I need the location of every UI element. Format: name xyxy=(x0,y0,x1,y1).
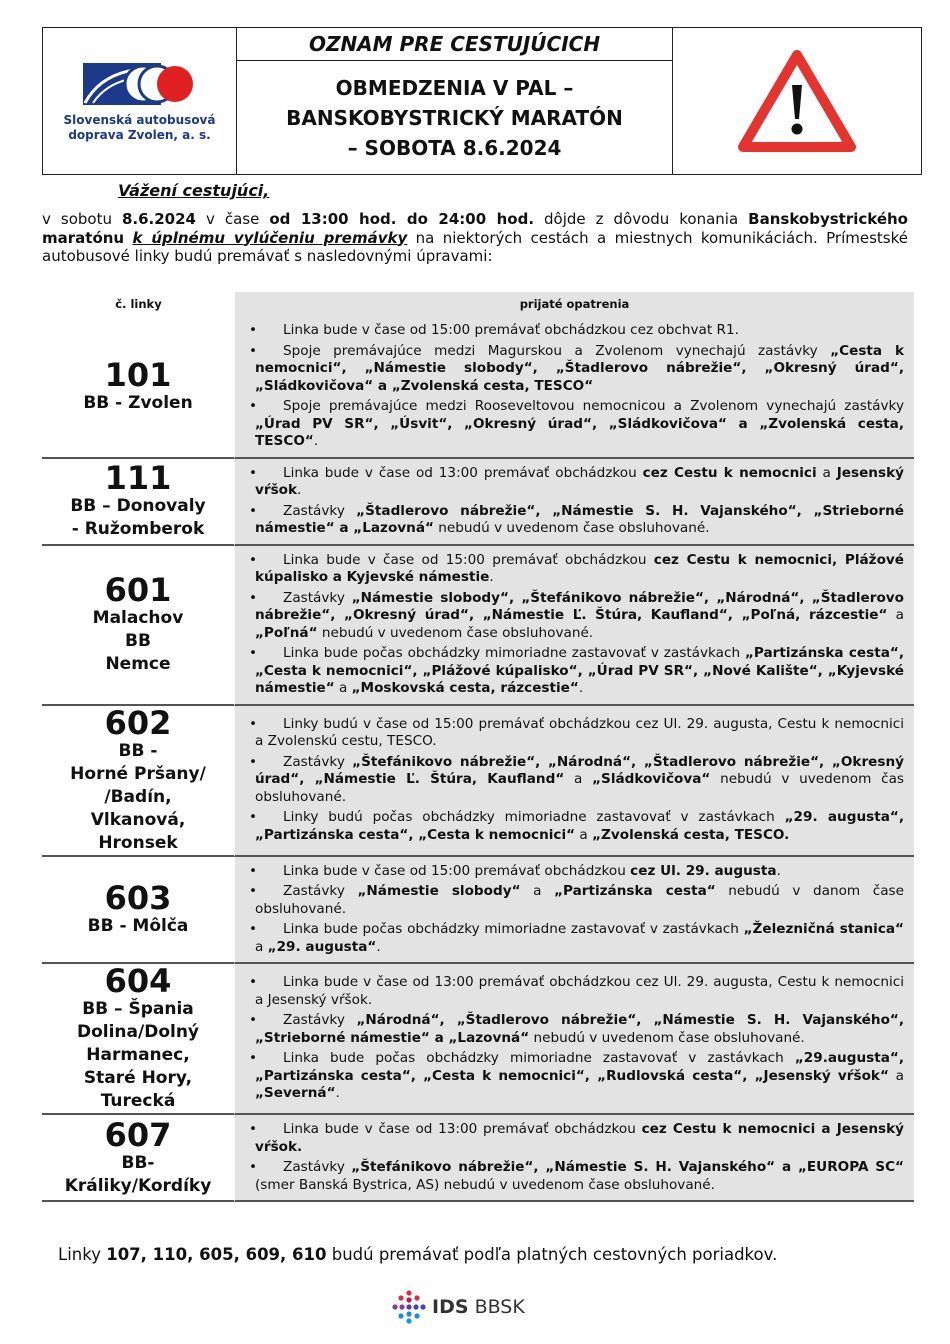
line-cell xyxy=(42,1115,235,1202)
line-route: /Badín, xyxy=(104,786,172,807)
measure-item: • Zastávky „Námestie slobody“, „Štefánikovo nábrežie“, „Národná“, „Štadlerovo nábrežie“, „Okresný úrad“, „Námestie Ľ. Štúra, Kaufland“, „Poľná, rázcestie“ a „Poľná“ nebudú v uvedenom čase obsluhované. xyxy=(255,590,904,643)
line-route: Vlkanová, xyxy=(90,809,186,830)
measures-cell xyxy=(235,1115,914,1202)
measures-list xyxy=(241,863,904,957)
measures-cell xyxy=(235,459,914,546)
company-name: Slovenská autobusová doprava Zvolen, a. s. xyxy=(63,113,216,142)
ids-bbsk-logo xyxy=(392,1290,525,1324)
measures-table xyxy=(42,292,914,1202)
table-row xyxy=(42,316,914,459)
measure-item: • Linka bude v čase od 13:00 premávať obchádzkou cez Cestu k nemocnici a Jesenský vŕšok. xyxy=(255,465,904,500)
measure-item: • Linky budú v čase od 15:00 premávať obchádzkou cez Ul. 29. augusta, Cestu k nemocnici a Zvolenskú cestu, TESCO. xyxy=(255,716,904,751)
line-number: 111 xyxy=(104,459,172,497)
measures-list xyxy=(241,1121,904,1194)
line-route: BB - xyxy=(118,740,158,761)
company-logo-cell xyxy=(43,28,237,174)
table-row xyxy=(42,459,914,546)
measure-item: • Linka bude počas obchádzky mimoriadne zastavovať v zastávkach „29.augusta“, „Partizánska cesta“, „Cesta k nemocnici“, „Rudlovská cesta“, „Jesenský vŕšok“ a „Severná“. xyxy=(255,1050,904,1103)
measure-item: • Linky budú počas obchádzky mimoriadne zastavovať v zastávkach „29. augusta“, „Partizánska cesta“, „Cesta k nemocnici“ a „Zvolenská cesta, TESCO. xyxy=(255,809,904,844)
measure-item: • Linka bude v čase od 15:00 premávať obchádzkou cez Ul. 29. augusta. xyxy=(255,863,904,881)
line-cell xyxy=(42,703,235,857)
line-cell xyxy=(42,964,235,1115)
line-route: Horné Pršany/ xyxy=(70,763,206,784)
greeting: Vážení cestujúci, xyxy=(118,181,270,200)
measures-list xyxy=(241,974,904,1103)
line-cell xyxy=(42,459,235,546)
warning-triangle-icon xyxy=(738,49,856,153)
line-route: BB - Môlča xyxy=(87,915,189,936)
notice-label: OZNAM PRE CESTUJÚCICH xyxy=(237,28,672,61)
table-row xyxy=(42,706,914,857)
intro-paragraph: v sobotu 8.6.2024 v čase od 13:00 hod. do 24:00 hod. dôjde z dôvodu konania Banskobystrického maratónu k úplnému vylúčeniu premávky na niektorých cestách a miestnych komunikáciách. Prímestské autobusové linky budú premávať s nasledovnými úpravami: xyxy=(42,210,908,265)
measure-item: • Zastávky „Štefánikovo nábrežie“, „Námestie S. H. Vajanského“ a „EUROPA SC“ (smer Banská Bystrica, AS) nebudú v uvedenom čase obsluhované. xyxy=(255,1159,904,1194)
line-number: 604 xyxy=(104,962,172,1000)
measures-list xyxy=(241,552,904,698)
line-route: Staré Hory, xyxy=(83,1068,193,1088)
ids-bbsk-text: IDS BBSK xyxy=(432,1296,525,1318)
line-cell xyxy=(42,546,235,706)
line-route: BB xyxy=(125,631,151,651)
measure-item: • Linka bude v čase od 15:00 premávať obchádzkou cez Cestu k nemocnici, Plážové kúpalisko a Kyjevské námestie. xyxy=(255,552,904,587)
warning-cell xyxy=(673,28,921,174)
line-route: Turecká xyxy=(100,1091,176,1111)
measures-list xyxy=(241,716,904,845)
table-row xyxy=(42,964,914,1115)
footer-note: Linky 107, 110, 605, 609, 610 budú premávať podľa platných cestovných poriadkov. xyxy=(58,1245,778,1264)
line-number: 607 xyxy=(104,1115,172,1154)
line-cell xyxy=(42,857,235,965)
measures-cell xyxy=(235,964,914,1115)
line-route: BB- xyxy=(121,1152,155,1173)
line-number: 602 xyxy=(104,703,172,742)
line-cell xyxy=(42,316,235,459)
table-row xyxy=(42,546,914,706)
line-route: Harmanec, xyxy=(86,1045,190,1065)
notice-header xyxy=(42,27,922,175)
line-route: BB – Špania xyxy=(82,999,194,1019)
line-route: Malachov xyxy=(92,608,184,628)
column-header-line: č. linky xyxy=(42,292,235,316)
line-number: 603 xyxy=(104,878,172,917)
ids-dots-icon xyxy=(392,1290,426,1324)
line-route: BB – Donovaly xyxy=(70,496,206,516)
measures-cell xyxy=(235,706,914,857)
measures-cell xyxy=(235,316,914,459)
sad-zvolen-logo-icon xyxy=(81,59,199,109)
measure-item: • Spoje premávajúce medzi Rooseveltovou nemocnicou a Zvolenom vynechajú zastávky „Úrad PV SR“, „Úsvit“, „Okresný úrad“, „Sládkovičova“ a „Zvolenská cesta, TESCO“. xyxy=(255,398,904,451)
measure-item: • Zastávky „Štefánikovo nábrežie“, „Národná“, „Štadlerovo nábrežie“, „Okresný úrad“, „Námestie Ľ. Štúra, Kaufland“ a „Sládkovičova“ nebudú v uvedenom čas obsluhované. xyxy=(255,754,904,807)
measure-item: • Linka bude v čase od 15:00 premávať obchádzkou cez obchvat R1. xyxy=(255,322,904,340)
measure-item: • Linka bude počas obchádzky mimoriadne zastavovať v zastávkach „Železničná stanica“ a „29. augusta“. xyxy=(255,921,904,956)
measure-item: • Zastávky „Národná“, „Štadlerovo nábrežie“, „Námestie S. H. Vajanského“, „Strieborné námestie“ a „Lazovná“ nebudú v uvedenom čase obsluhované. xyxy=(255,1012,904,1047)
line-number: 101 xyxy=(104,355,172,394)
column-header-measures: prijaté opatrenia xyxy=(235,292,914,316)
line-route: - Ružomberok xyxy=(71,519,205,539)
measure-item: • Linka bude v čase od 13:00 premávať obchádzkou cez Cestu k nemocnici a Jesenský vŕšok. xyxy=(255,1121,904,1156)
measure-item: • Spoje premávajúce medzi Magurskou a Zvolenom vynechajú zastávky „Cesta k nemocnici“, „Námestie slobody“, „Štadlerovo nábrežie“, „Okresný úrad“, „Sládkovičova“ a „Zvolenská cesta, TESCO“ xyxy=(255,343,904,396)
line-number: 601 xyxy=(104,571,172,609)
line-route: Nemce xyxy=(105,654,171,674)
measure-item: • Zastávky „Námestie slobody“ a „Partizánska cesta“ nebudú v danom čase obsluhované. xyxy=(255,883,904,918)
measures-list xyxy=(241,465,904,538)
measure-item: • Linka bude počas obchádzky mimoriadne zastavovať v zastávkach „Partizánska cesta“, „Cesta k nemocnici“, „Plážové kúpalisko“, „Úrad PV SR“, „Nové Kalište“, „Kyjevské námestie“ a „Moskovská cesta, rázcestie“. xyxy=(255,645,904,698)
measures-list xyxy=(241,322,904,451)
notice-title: OBMEDZENIA V PAL – BANSKOBYSTRICKÝ MARATÓN – SOBOTA 8.6.2024 xyxy=(286,75,623,160)
measures-cell xyxy=(235,857,914,965)
line-route: Králiky/Kordíky xyxy=(64,1175,212,1196)
line-route: Dolina/Dolný xyxy=(76,1022,200,1042)
title-cell xyxy=(237,28,673,174)
table-row xyxy=(42,857,914,965)
measure-item: • Linka bude v čase od 13:00 premávať obchádzkou cez Ul. 29. augusta, Cestu k nemocnici a Jesenský vŕšok. xyxy=(255,974,904,1009)
line-route: Hronsek xyxy=(98,832,178,853)
measure-item: • Zastávky „Štadlerovo nábrežie“, „Námestie S. H. Vajanského“, „Strieborné námestie“ a „Lazovná“ nebudú v uvedenom čase obsluhované. xyxy=(255,503,904,538)
measures-cell xyxy=(235,546,914,706)
table-row xyxy=(42,1115,914,1202)
line-route: BB - Zvolen xyxy=(83,392,193,413)
